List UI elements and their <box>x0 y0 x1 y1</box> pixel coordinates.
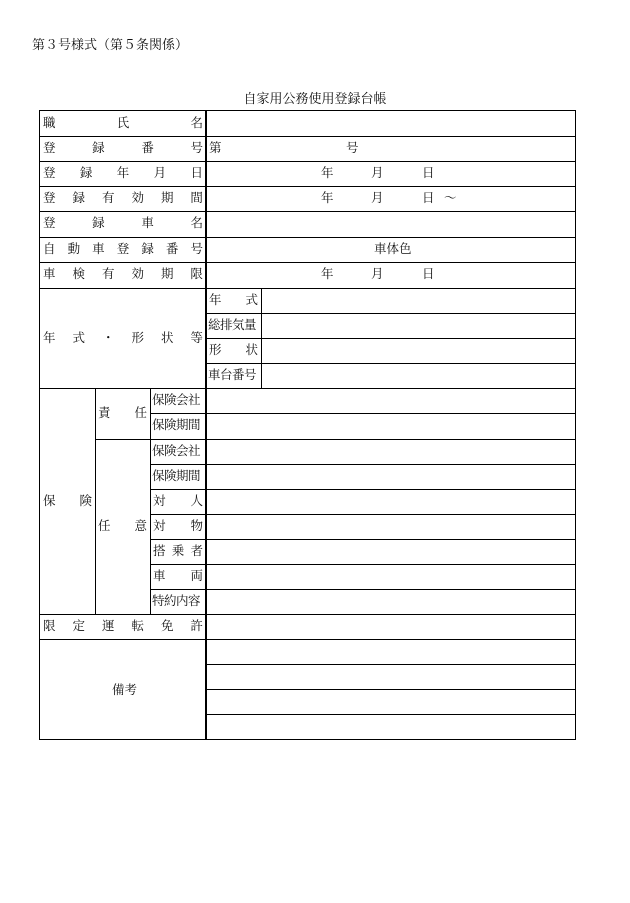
label-registration-date: 登 録 年 月 日 <box>43 165 203 180</box>
label-vehicle: 車 両 <box>153 568 203 583</box>
optional-insurer-label: 保険会社 <box>152 443 201 458</box>
registration-number-field[interactable] <box>220 147 340 159</box>
reg-no-prefix: 第 <box>209 140 222 155</box>
label-plate-number: 自 動 車 登 録 番 号 <box>43 241 203 256</box>
label-remarks: 備考 <box>112 682 138 697</box>
label-validity-period: 登 録 有 効 期 間 <box>43 190 203 205</box>
label-insurance: 保 険 <box>43 493 92 508</box>
label-property-damage: 対 物 <box>153 518 203 533</box>
form-title: 自家用公務使用登録台帳 <box>243 92 387 107</box>
label-inspection-expiry: 車 検 有 効 期 限 <box>43 266 203 281</box>
inspection-year: 年 <box>321 266 334 281</box>
optional-period-label: 保険期間 <box>152 468 201 483</box>
label-name: 職 氏 名 <box>43 115 203 130</box>
label-optional: 任 意 <box>98 518 147 533</box>
inspection-day: 日 <box>422 266 435 281</box>
reg-date-year: 年 <box>321 165 334 180</box>
form-number: 第３号様式（第５条関係） <box>32 38 189 53</box>
label-vehicle-name: 登 録 車 名 <box>43 215 203 230</box>
label-year-model: 年 式 <box>209 292 258 307</box>
validity-month: 月 <box>371 190 384 205</box>
liability-insurer-label: 保険会社 <box>152 392 201 407</box>
body-color-label: 車体色 <box>374 241 412 256</box>
label-bodily-injury: 対 人 <box>153 493 203 508</box>
label-special-terms: 特約内容 <box>152 593 201 608</box>
label-chassis-number: 車台番号 <box>208 367 257 382</box>
validity-year: 年 <box>321 190 334 205</box>
reg-no-suffix: 号 <box>346 140 359 155</box>
label-passenger: 搭 乗 者 <box>153 543 203 558</box>
label-liability: 責 任 <box>98 405 147 420</box>
liability-period-label: 保険期間 <box>152 417 201 432</box>
inspection-month: 月 <box>371 266 384 281</box>
reg-date-day: 日 <box>422 165 435 180</box>
label-shape: 形 状 <box>209 342 258 357</box>
reg-date-month: 月 <box>371 165 384 180</box>
label-registration-number: 登 録 番 号 <box>43 140 203 155</box>
validity-day: 日 <box>422 190 435 205</box>
label-limited-license: 限 定 運 転 免 許 <box>43 618 203 633</box>
registration-ledger-table <box>39 110 576 740</box>
label-displacement: 総排気量 <box>208 317 257 332</box>
validity-tilde: ～ <box>444 190 457 205</box>
label-model-shape: 年 式 ・ 形 状 等 <box>43 330 203 345</box>
